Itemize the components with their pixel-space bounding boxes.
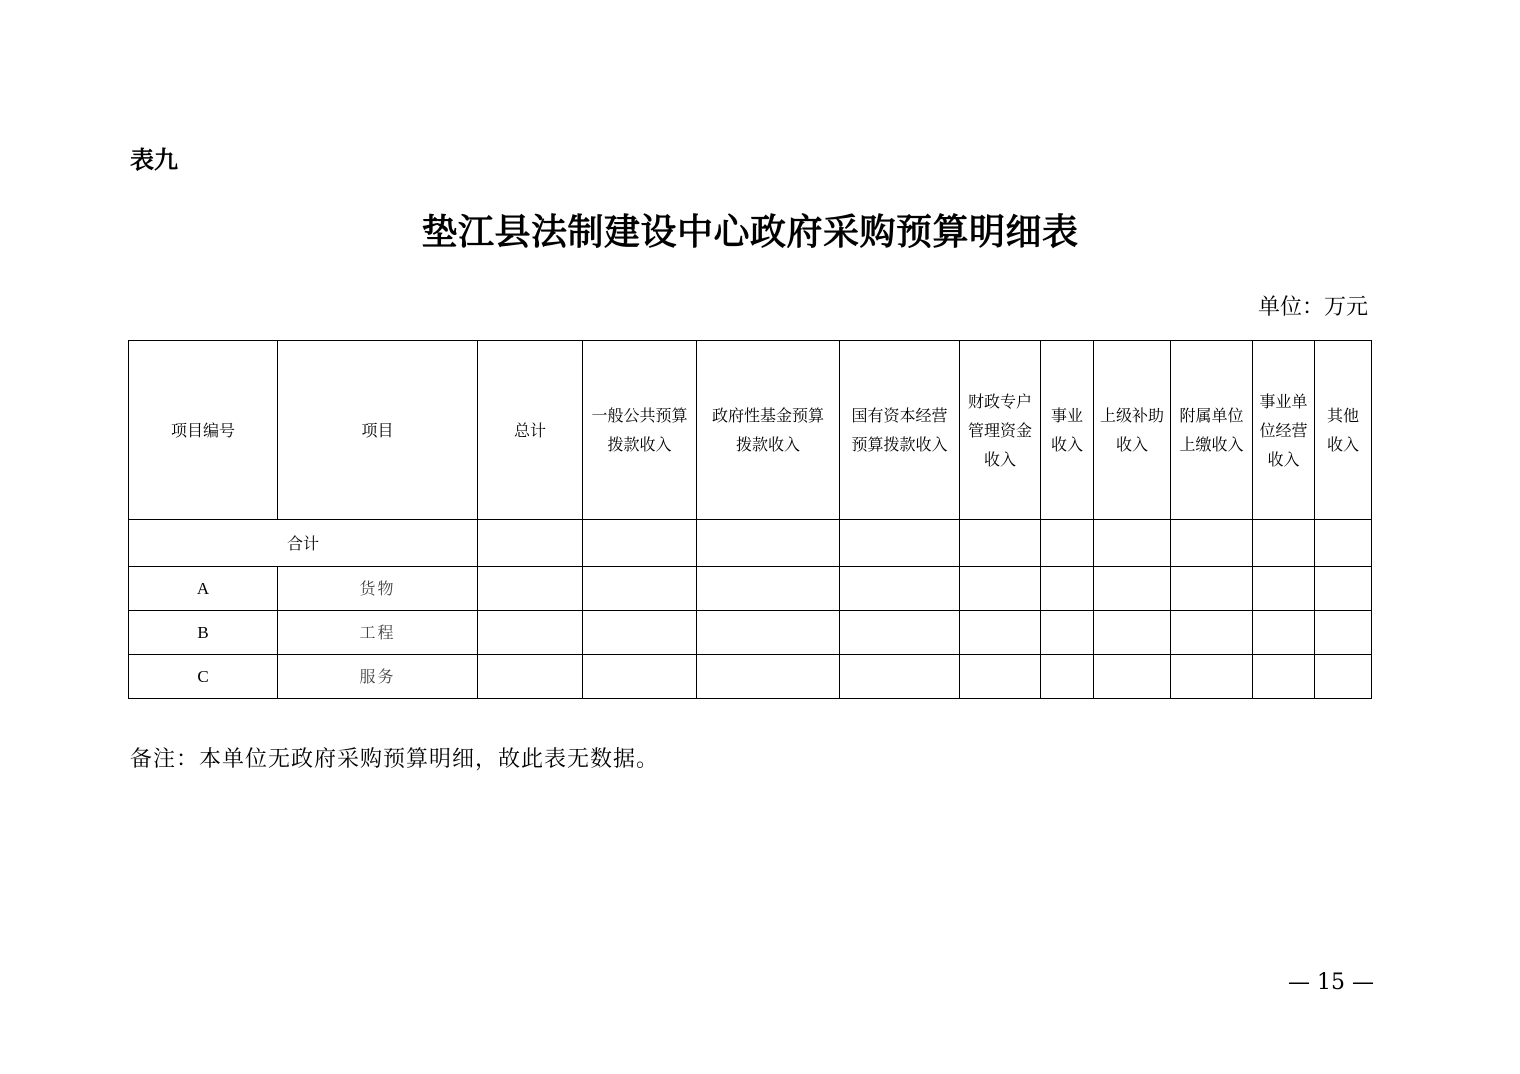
- header-project-code: [129, 341, 278, 520]
- page-title: 垫江县法制建设中心政府采购预算明细表: [421, 211, 1079, 253]
- table-cell: [583, 611, 697, 655]
- header-line: 政府性基金预算: [711, 406, 824, 425]
- table-cell: [583, 520, 697, 567]
- header-line: 事业单: [1259, 391, 1308, 411]
- table-cell: [1253, 655, 1315, 699]
- header-line: 一般公共预算: [591, 406, 688, 425]
- header-line: 管理资金: [967, 420, 1032, 440]
- table-row: [129, 611, 1372, 655]
- header-line: 总计: [513, 420, 546, 440]
- table-cell: [960, 611, 1041, 655]
- header-line: 收入: [1115, 435, 1148, 454]
- header-line: 上缴收入: [1179, 435, 1244, 454]
- header-business-income: [1041, 341, 1094, 520]
- table-cell: [1315, 567, 1372, 611]
- header-line: 拨款收入: [607, 435, 672, 454]
- header-line: 预算拨款收入: [851, 435, 948, 454]
- table-cell: [1041, 655, 1094, 699]
- page-number: — 15 —: [1288, 970, 1374, 995]
- table-cell: [1315, 611, 1372, 655]
- table-cell: [1315, 520, 1372, 567]
- table-cell: [1171, 520, 1253, 567]
- header-line: 其他: [1326, 406, 1359, 425]
- project-code-cell: B: [129, 611, 278, 655]
- unit-label: 单位：万元: [1257, 295, 1368, 320]
- table-cell: [1041, 567, 1094, 611]
- table-cell: [697, 611, 840, 655]
- header-line: 收入: [1050, 435, 1083, 454]
- header-general-public-budget: [583, 341, 697, 520]
- project-name-cell: 服务: [278, 655, 478, 699]
- header-business-operation-income: [1253, 341, 1315, 520]
- table-cell: [1253, 520, 1315, 567]
- project-name-cell: 工程: [278, 611, 478, 655]
- procurement-budget-table: [128, 340, 1372, 699]
- table-cell: [1253, 611, 1315, 655]
- table-cell: [1171, 611, 1253, 655]
- table-cell: [1253, 567, 1315, 611]
- footnote: 备注：本单位无政府采购预算明细，故此表无数据。: [130, 747, 660, 772]
- header-line: 收入: [1326, 435, 1359, 454]
- header-state-capital-budget: [840, 341, 960, 520]
- table-cell: [1041, 611, 1094, 655]
- table-cell: [478, 655, 583, 699]
- table-cell: [840, 567, 960, 611]
- table-cell: [960, 520, 1041, 567]
- table-cell: [1041, 520, 1094, 567]
- table-cell: [697, 655, 840, 699]
- header-superior-subsidy: [1094, 341, 1171, 520]
- table-cell: [478, 520, 583, 567]
- table-row: [129, 567, 1372, 611]
- header-line: 收入: [983, 449, 1016, 469]
- table-cell: [960, 567, 1041, 611]
- header-line: 项目编号: [170, 420, 235, 440]
- header-line: 项目: [361, 420, 394, 440]
- header-total: [478, 341, 583, 520]
- header-line: 上级补助: [1099, 406, 1164, 425]
- header-line: 拨款收入: [735, 435, 800, 454]
- header-project: [278, 341, 478, 520]
- table-cell: [1171, 567, 1253, 611]
- header-line: 财政专户: [967, 391, 1032, 411]
- table-cell: [1094, 567, 1171, 611]
- table-cell: [697, 520, 840, 567]
- header-other-income: [1315, 341, 1372, 520]
- table-cell: [478, 611, 583, 655]
- header-line: 收入: [1267, 449, 1300, 469]
- table-cell: [1315, 655, 1372, 699]
- header-affiliated-unit-income: [1171, 341, 1253, 520]
- table-cell: [583, 567, 697, 611]
- project-code-cell: A: [129, 567, 278, 611]
- table-header-row: [129, 341, 1372, 520]
- total-label: 合计: [129, 520, 478, 567]
- header-line: 事业: [1050, 406, 1083, 425]
- header-line: 国有资本经营: [851, 406, 948, 425]
- table-cell: [840, 611, 960, 655]
- header-government-fund-budget: [697, 341, 840, 520]
- table-cell: [1094, 520, 1171, 567]
- table-cell: [697, 567, 840, 611]
- table-cell: [1171, 655, 1253, 699]
- header-line: 位经营: [1259, 420, 1308, 440]
- project-name-cell: 货物: [278, 567, 478, 611]
- table-cell: [583, 655, 697, 699]
- table-row: [129, 655, 1372, 699]
- table-cell: [478, 567, 583, 611]
- header-fiscal-special-account: [960, 341, 1041, 520]
- table-cell: [840, 655, 960, 699]
- table-label: 表九: [130, 146, 178, 174]
- header-line: 附属单位: [1179, 406, 1244, 425]
- table-cell: [840, 520, 960, 567]
- table-total-row: [129, 520, 1372, 567]
- table-cell: [1094, 655, 1171, 699]
- project-code-cell: C: [129, 655, 278, 699]
- table-cell: [1094, 611, 1171, 655]
- table-cell: [960, 655, 1041, 699]
